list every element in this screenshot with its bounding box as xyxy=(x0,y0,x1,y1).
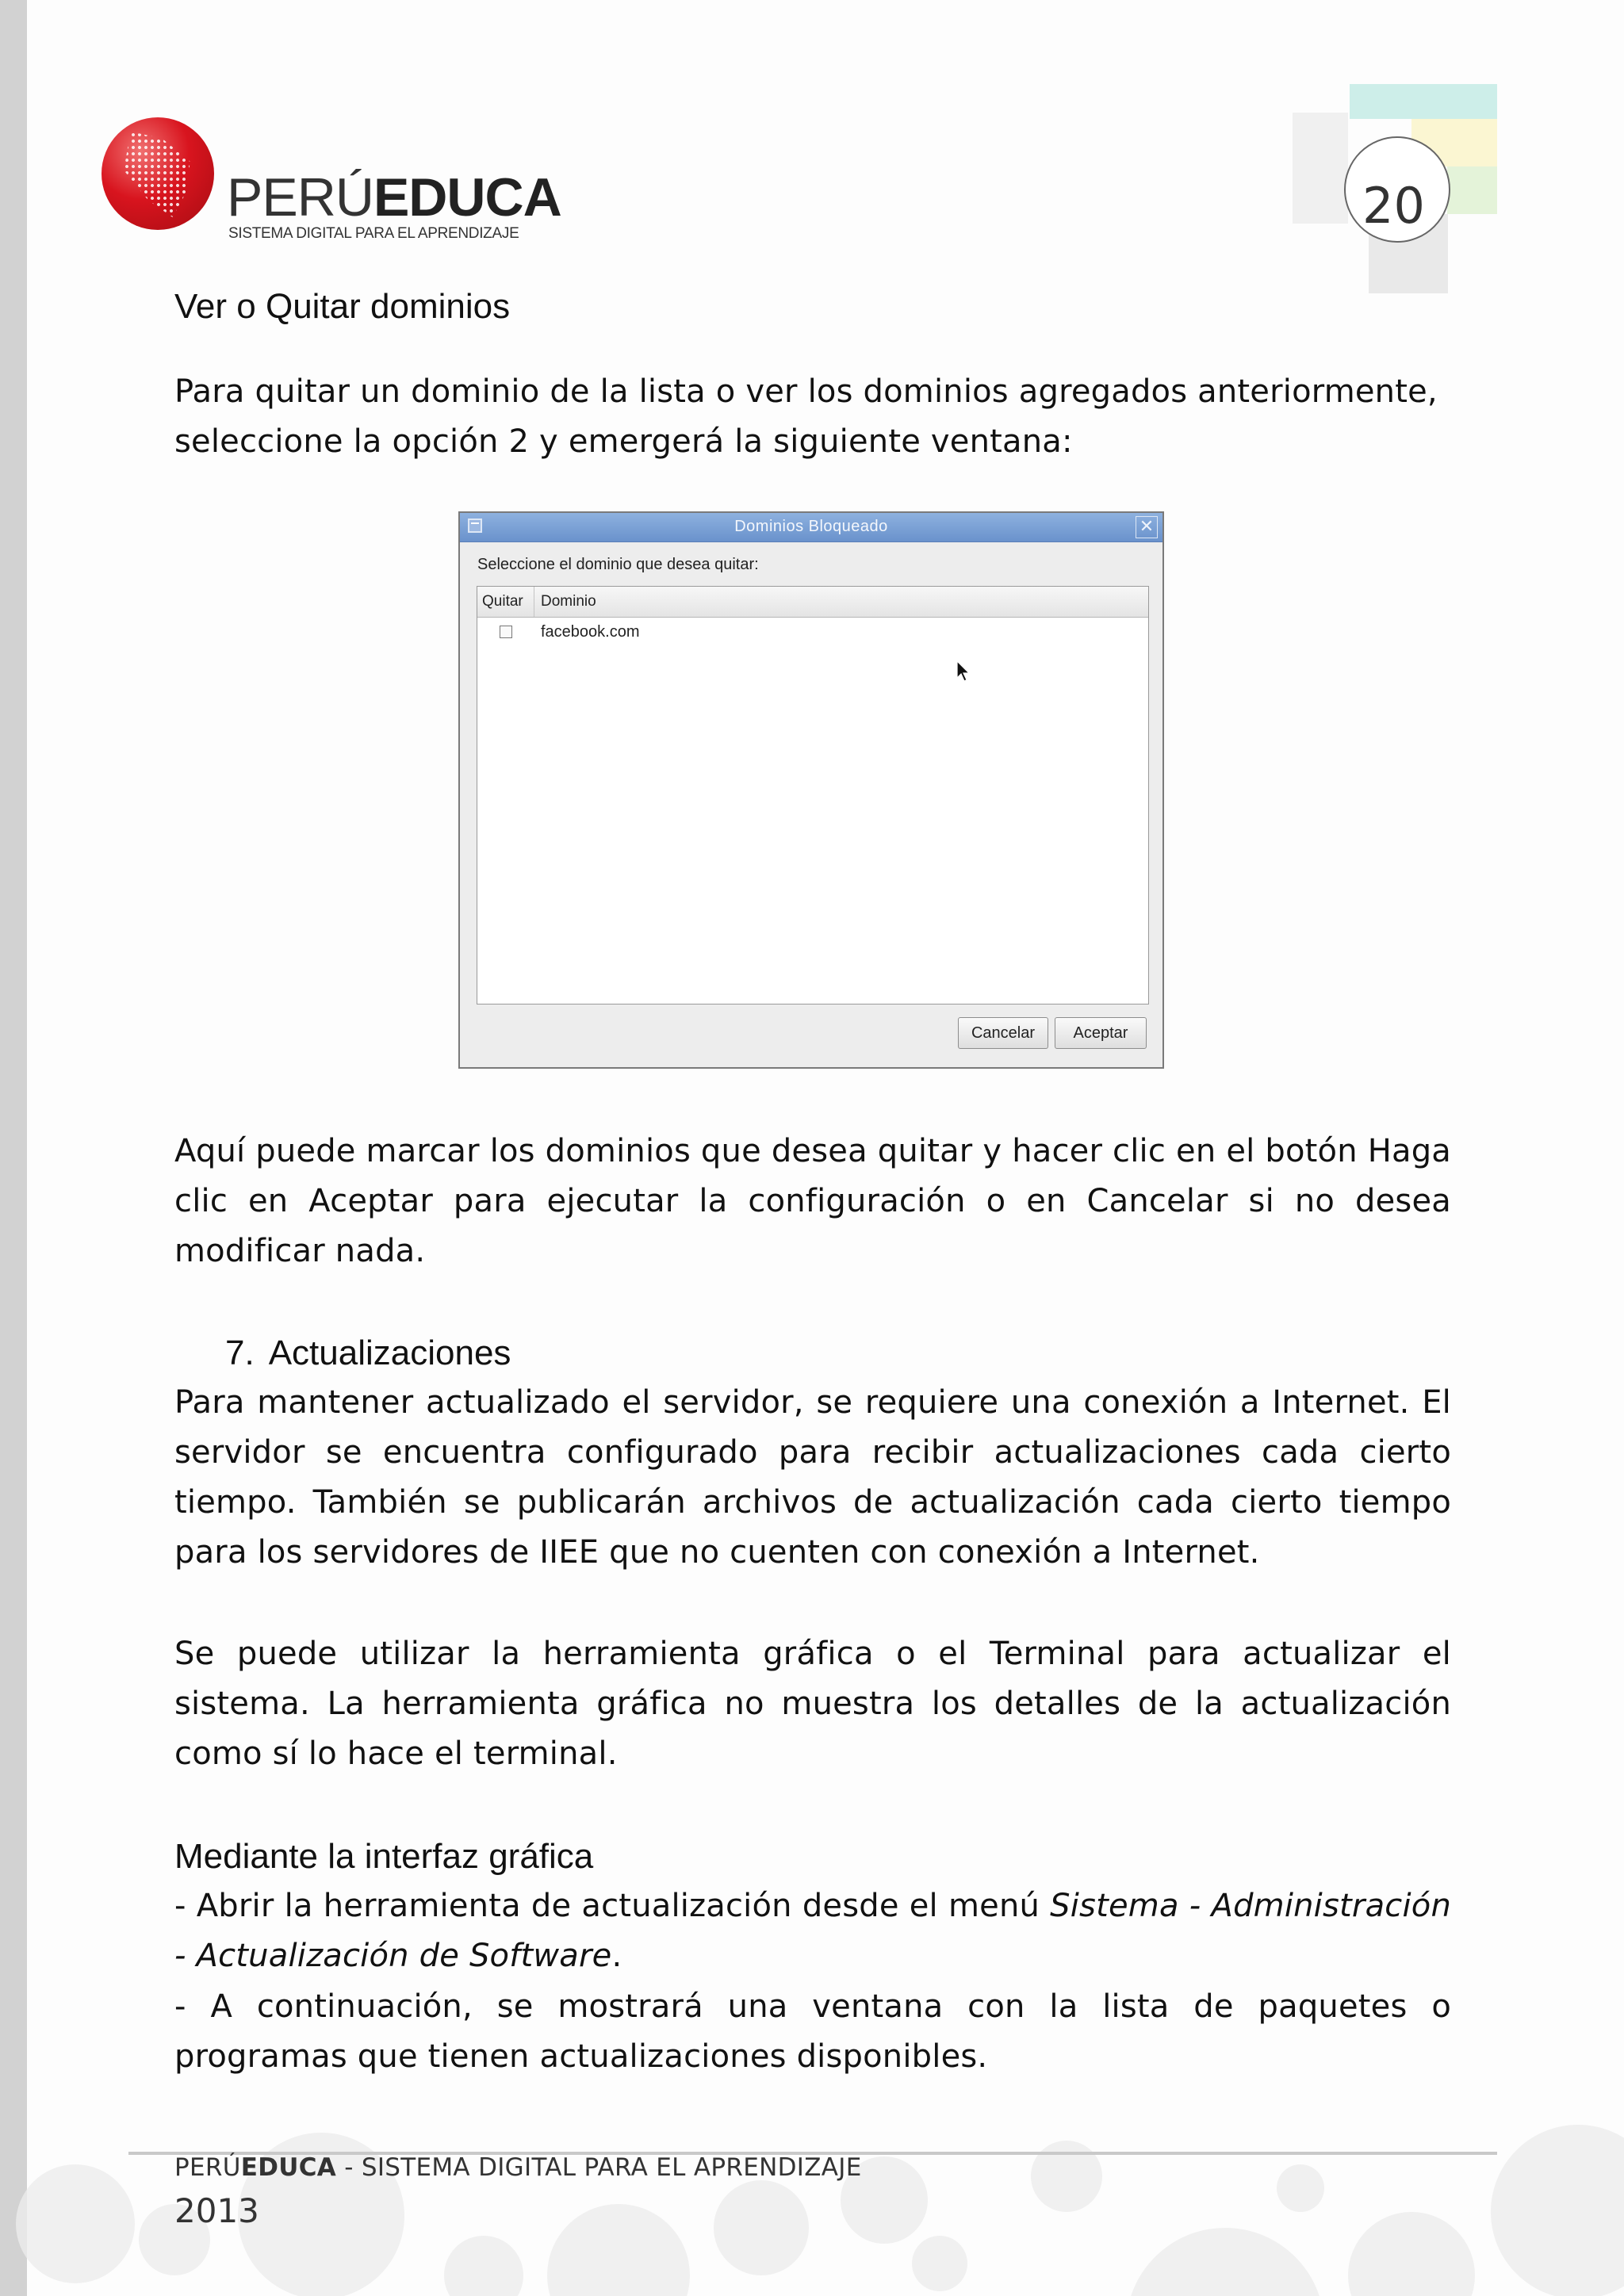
list-item[interactable] xyxy=(477,618,1148,649)
mouse-cursor-icon xyxy=(956,660,971,683)
section1-paragraph: Para quitar un dominio de la lista o ver los dominios agregados anteriormente, seleccione la opción 2 y emergerá la siguiente ventana: xyxy=(174,373,1438,460)
accept-button[interactable]: Aceptar xyxy=(1055,1017,1147,1049)
step1-text: - Abrir la herramienta de actualización desde el menú xyxy=(174,1888,1051,1924)
column-header-dominio[interactable]: Dominio xyxy=(541,593,596,610)
logo-tagline: SISTEMA DIGITAL PARA EL APRENDIZAJE xyxy=(228,225,519,242)
footer-brand-light: PERÚ xyxy=(174,2153,241,2182)
left-margin-bar xyxy=(0,0,27,2296)
section2-paragraph: Aquí puede marcar los dominios que desea quitar y hacer clic en el botón Haga clic en Aceptar para ejecutar la configuración o en Cancelar si no desea modificar nada. xyxy=(174,1133,1451,1269)
section-title: Actualizaciones xyxy=(268,1334,511,1372)
domain-name: facebook.com xyxy=(541,623,640,641)
footer-tagline: - SISTEMA DIGITAL PARA EL APRENDIZAJE xyxy=(336,2153,862,2182)
domain-list-header xyxy=(477,587,1148,618)
dialog-title: Dominios Bloqueado xyxy=(734,518,888,535)
page-number-badge xyxy=(1293,79,1499,295)
close-icon[interactable]: ✕ xyxy=(1136,516,1158,538)
page-number: 20 xyxy=(1362,177,1425,235)
footer-brand-bold: EDUCA xyxy=(240,2153,337,2182)
logo-wordmark: PERÚEDUCA xyxy=(227,167,561,228)
blocked-domains-dialog xyxy=(458,511,1164,1069)
section4-step1 xyxy=(174,1881,1451,1981)
step1-menu-path: Sistema - Administración - Actualización de Software xyxy=(174,1888,1452,1974)
section-heading-actualizaciones xyxy=(225,1328,525,1379)
dialog-prompt: Seleccione el dominio que desea quitar: xyxy=(477,556,759,573)
column-header-quitar[interactable]: Quitar xyxy=(477,587,534,617)
section4-step2: - A continuación, se mostrará una ventana con la lista de paquetes o programas que tienen actualizaciones disponibles. xyxy=(174,1988,1451,2075)
cancel-button[interactable]: Cancelar xyxy=(958,1017,1048,1049)
footer-brand xyxy=(174,2153,862,2182)
remove-checkbox[interactable] xyxy=(500,626,512,638)
section-heading-interfaz-grafica: Mediante la interfaz gráfica xyxy=(174,1837,594,1876)
domain-list xyxy=(477,586,1149,1004)
section3-paragraph2: Se puede utilizar la herramienta gráfica o el Terminal para actualizar el sistema. La herramienta gráfica no muestra los detalles de la actualización como sí lo hace el terminal. xyxy=(174,1636,1451,1772)
section-number: 7. xyxy=(225,1334,255,1372)
section3-paragraph1: Para mantener actualizado el servidor, se requiere una conexión a Internet. El servidor se encuentra configurado para recibir actualizaciones cada cierto tiempo. También se publicarán archivos de actualización cada cierto tiempo para los servidores de IIEE que no cuenten con conexión a Internet. xyxy=(174,1384,1451,1571)
footer-year: 2013 xyxy=(174,2191,259,2230)
dialog-titlebar[interactable] xyxy=(460,513,1162,542)
peru-educa-logo xyxy=(102,117,561,252)
section-heading-ver-quitar: Ver o Quitar dominios xyxy=(174,287,511,326)
step1-period: . xyxy=(611,1938,622,1974)
